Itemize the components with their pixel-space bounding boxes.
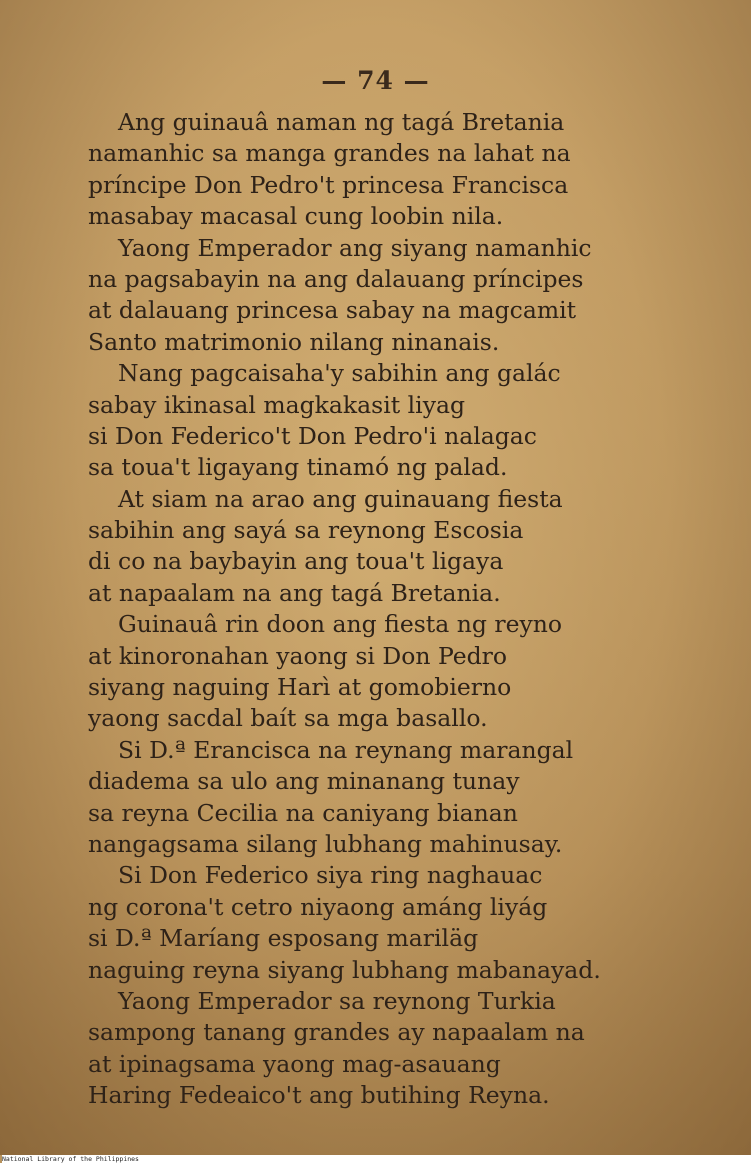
text-line: si Don Federico't Don Pedro'i nalagac [88, 421, 537, 450]
text-line: at ipinagsama yaong mag-asauang [88, 1049, 501, 1078]
library-credit: National Library of the Philippines [2, 1155, 751, 1163]
text-line: Santo matrimonio nilang ninanais. [88, 327, 500, 356]
text-line: At siam na arao ang guinauang fiesta [118, 484, 563, 513]
text-line: ng corona't cetro niyaong amáng liyág [88, 892, 548, 921]
text-line: Haring Fedeaico't ang butihing Reyna. [88, 1081, 550, 1110]
text-line: siyang naguing Harì at gomobierno [88, 673, 512, 702]
text-line: si D.ª Maríang esposang mariläg [88, 924, 479, 953]
text-line: nangagsama silang lubhang mahinusay. [88, 829, 563, 858]
text-line: sabay ikinasal magkakasit liyag [88, 390, 466, 419]
text-line: at dalauang princesa sabay na magcamit [88, 296, 577, 325]
poem-text [88, 107, 658, 1112]
text-line: sa reyna Cecilia na caniyang bianan [88, 798, 518, 827]
text-line: príncipe Don Pedro't princesa Francisca [88, 170, 569, 199]
text-line: Si D.ª Erancisca na reynang marangal [118, 735, 574, 764]
text-line: na pagsabayin na ang dalauang príncipes [88, 264, 584, 293]
text-line: at napaalam na ang tagá Bretania. [88, 578, 501, 607]
text-line: Nang pagcaisaha'y sabihin ang galác [118, 359, 561, 388]
text-line: sa toua't ligayang tinamó ng palad. [88, 453, 508, 482]
page-number: — 74 — [321, 66, 430, 95]
text-line: at kinoronahan yaong si Don Pedro [88, 641, 508, 670]
text-line: naguing reyna siyang lubhang mabanayad. [88, 955, 601, 984]
text-line: di co na baybayin ang toua't ligaya [88, 547, 504, 576]
text-line: sampong tanang grandes ay napaalam na [88, 1018, 585, 1047]
text-line: masabay macasal cung loobin nila. [88, 202, 504, 231]
text-line: Si Don Federico siya ring naghauac [118, 861, 543, 890]
text-line: namanhic sa manga grandes na lahat na [88, 139, 571, 168]
text-line: Yaong Emperador sa reynong Turkia [118, 986, 556, 1015]
text-line: Guinauâ rin doon ang fiesta ng reyno [118, 610, 563, 639]
text-line: yaong sacdal baít sa mga basallo. [88, 704, 488, 733]
text-line: diadema sa ulo ang minanang tunay [88, 767, 520, 796]
text-line: Ang guinauâ naman ng tagá Bretania [118, 108, 565, 136]
text-line: Yaong Emperador ang siyang namanhic [118, 233, 592, 262]
text-line: sabihin ang sayá sa reynong Escosia [88, 516, 524, 545]
